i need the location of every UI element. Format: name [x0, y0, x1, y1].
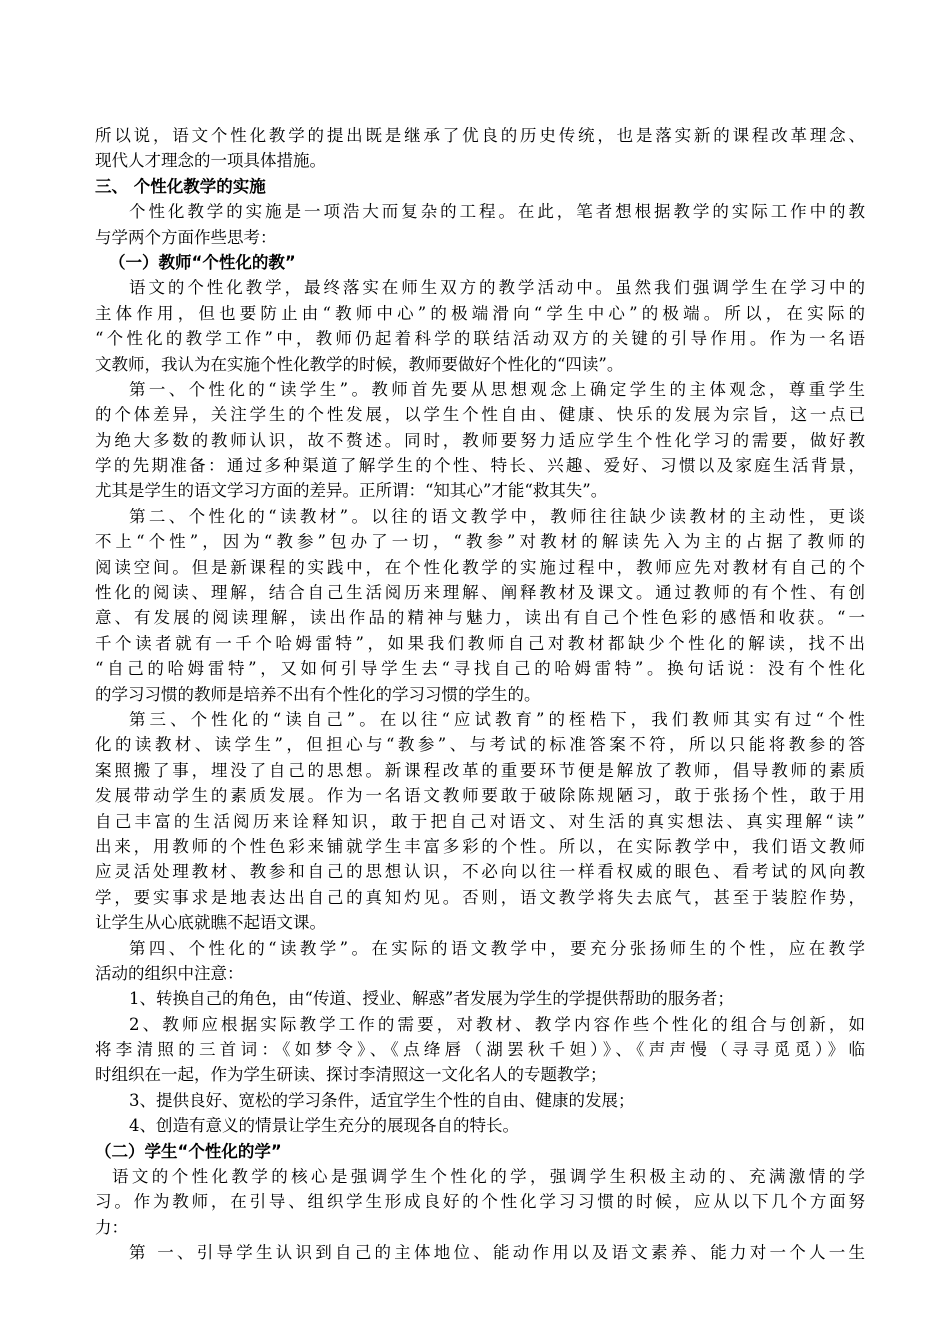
text-line-14: 学的先期准备：通过多种渠道了解学生的个性、特长、兴趣、爱好、习惯以及家庭生活背景，	[95, 456, 865, 476]
text-line-19: 性化的阅读、理解，结合自己生活阅历来理解、阐释教材及课文。通过教师的有个性、有创	[95, 583, 865, 603]
text-line-29: 出来，用教师的个性色彩来铺就学生丰富多彩的个性。所以，在实际教学中，我们语文教师	[95, 836, 865, 856]
text-line-44: 力：	[95, 1217, 128, 1237]
text-line-2: 现代人才理念的一项具体措施。	[95, 151, 326, 171]
text-line-1: 所以说，语文个性化教学的提出既是继承了优良的历史传统，也是落实新的课程改革理念、	[95, 126, 865, 145]
subsection-heading-student: （二）学生“个性化的学”	[95, 1141, 282, 1161]
text-line-16: 第二、个性化的“读教材”。以往的语文教学中，教师往往缺少读教材的主动性，更谈	[129, 506, 865, 526]
text-line-8: 主体作用，但也要防止由“教师中心”的极端滑向“学生中心”的极端。所以，在实际的	[95, 303, 865, 323]
text-line-31: 学，要实事求是地表达出自己的真知灼见。否则，语文教学将失去底气，甚至于装腔作势，	[95, 887, 865, 907]
document-page	[95, 123, 865, 1266]
text-line-9: “个性化的教学工作”中，教师仍起着科学的联结活动双方的关键的引导作用。作为一名语	[95, 329, 865, 349]
text-line-28: 自己丰富的生活阅历来诠释知识，敢于把自己对语文、对生活的真实想法、真实理解“读”	[95, 811, 865, 831]
text-line-15: 尤其是学生的语文学习方面的差异。正所谓：“知其心”才能“救其失”。	[95, 481, 608, 501]
subsection-heading-teacher: （一）教师“个性化的教”	[109, 252, 296, 272]
text-line-22: “自己的哈姆雷特”，又如何引导学生去“寻找自己的哈姆雷特”。换句话说：没有个性化	[95, 659, 865, 679]
text-line-12: 的个体差异，关注学生的个性发展，以学生个性自由、健康、快乐的发展为宗旨，这一点已	[95, 405, 865, 425]
text-line-17: 不上“个性”，因为“教参”包办了一切，“教参”对教材的解读先入为主的占据了教师的	[95, 532, 865, 552]
list-item-2: 2、教师应根据实际教学工作的需要，对教材、教学内容作些个性化的组合与创新，如	[129, 1014, 865, 1034]
text-line-21: 千个读者就有一千个哈姆雷特”，如果我们教师自己对教材都缺少个性化的解读，找不出	[95, 633, 865, 653]
list-item-4: 4、创造有意义的情景让学生充分的展现各自的特长。	[129, 1116, 519, 1136]
text-line-25: 化的读教材、读学生”，但担心与“教参”、与考试的标准答案不符，所以只能将教参的答	[95, 735, 865, 755]
text-line-38: 时组织在一起，作为学生研读、探讨李清照这一文化名人的专题教学；	[95, 1065, 607, 1085]
list-item-3: 3、提供良好、宽松的学习条件，适宜学生个性的自由、健康的发展；	[129, 1090, 635, 1110]
list-item-1: 1、转换自己的角色，由“传道、授业、解惑”者发展为学生的学提供帮助的服务者；	[129, 989, 734, 1009]
text-line-23: 的学习习惯的教师是培养不出有个性化的学习习惯的学生的。	[95, 684, 541, 704]
text-line-18: 阅读空间。但是新课程的实践中，在个性化教学的实施过程中，教师应先对教材有自己的个	[95, 557, 865, 577]
text-line-27: 发展带动学生的素质发展。作为一名语文教师要敢于破除陈规陋习，敢于张扬个性，敢于用	[95, 786, 865, 806]
text-line-10: 文教师，我认为在实施个性化教学的时候，教师要做好个性化的“四读”。	[95, 354, 624, 374]
text-line-42: 语文的个性化教学的核心是强调学生个性化的学，强调学生积极主动的、充满激情的学	[112, 1167, 865, 1187]
text-line-26: 案照搬了事，埋没了自己的思想。新课程改革的重要环节便是解放了教师，倡导教师的素质	[95, 760, 865, 780]
text-line-30: 应灵活处理教材、教参和自己的思想认识，不必向以往一样看权威的眼色、看考试的风向教	[95, 862, 865, 882]
text-line-4: 个性化教学的实施是一项浩大而复杂的工程。在此，笔者想根据教学的实际工作中的教	[129, 202, 865, 222]
text-line-13: 为绝大多数的教师认识，故不赘述。同时，教师要努力适应学生个性化学习的需要，做好教	[95, 430, 865, 450]
text-line-32: 让学生从心底就瞧不起语文课。	[95, 913, 326, 933]
text-line-43: 习。作为教师，在引导、组织学生形成良好的个性化学习习惯的时候，应从以下几个方面努	[95, 1192, 865, 1212]
section-heading-3: 三、 个性化教学的实施	[95, 176, 266, 196]
text-line-34: 活动的组织中注意：	[95, 963, 244, 983]
text-line-37: 将李清照的三首词：《如梦令》、《点绛唇（湖罢秋千妲）》、《声声慢（寻寻觅觅）》临	[95, 1040, 865, 1060]
text-line-20: 意、有发展的阅读理解，读出作品的精神与魅力，读出有自己个性色彩的感悟和收获。“一	[95, 608, 865, 628]
text-line-11: 第一、个性化的“读学生”。教师首先要从思想观念上确定学生的主体观念，尊重学生	[129, 379, 865, 399]
text-line-33: 第四、个性化的“读教学”。在实际的语文教学中，要充分张扬师生的个性，应在教学	[129, 938, 865, 958]
text-line-45: 第 一、引导学生认识到自己的主体地位、能动作用以及语文素养、能力对一个人一生	[129, 1243, 865, 1263]
text-line-7: 语文的个性化教学，最终落实在师生双方的教学活动中。虽然我们强调学生在学习中的	[129, 278, 865, 298]
text-line-24: 第三、个性化的“读自己”。在以往“应试教育”的桎梏下，我们教师其实有过“个性	[129, 709, 865, 729]
text-line-5: 与学两个方面作些思考：	[95, 227, 277, 247]
